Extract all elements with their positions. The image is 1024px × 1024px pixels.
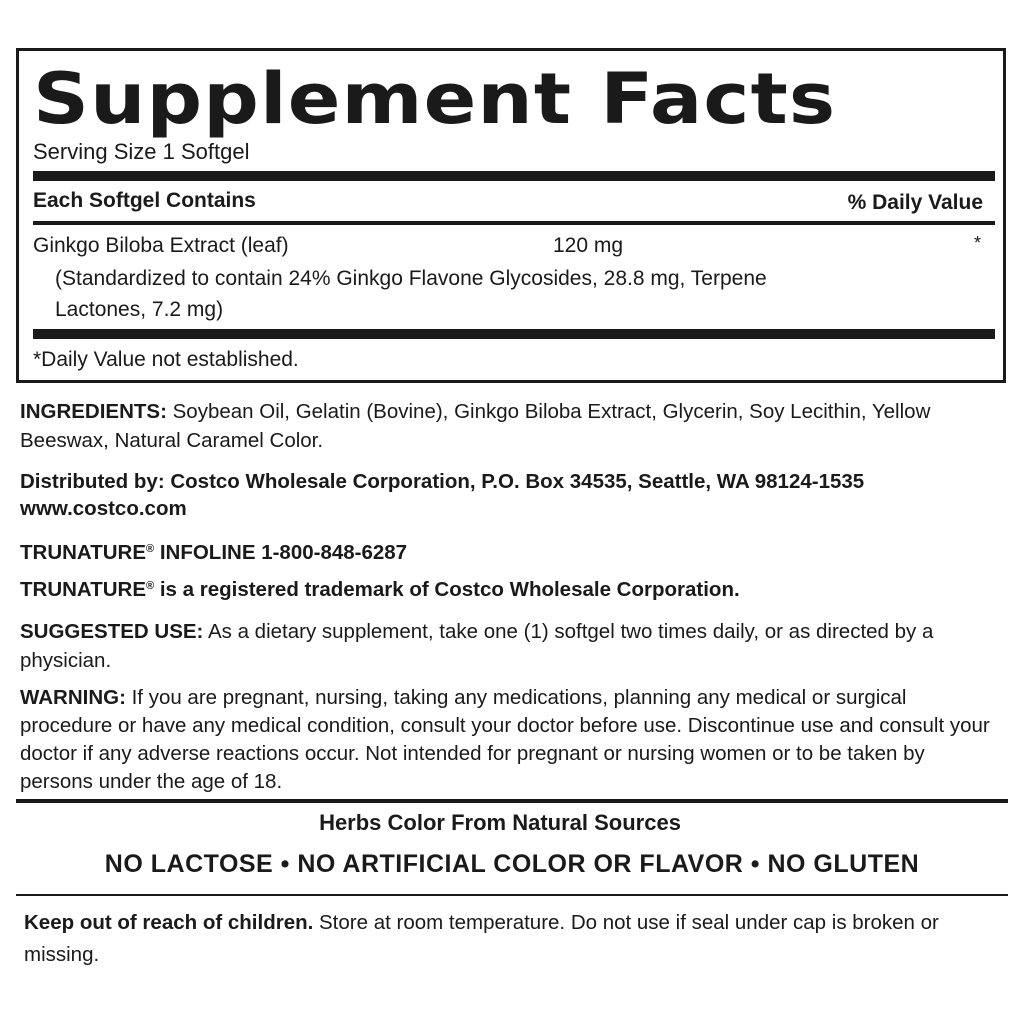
facts-title: Supplement Facts [33, 58, 837, 140]
registered-mark: ® [146, 580, 155, 592]
suggested-use-label: SUGGESTED USE: [20, 620, 204, 643]
ingredient-amount: 120 mg [553, 234, 624, 257]
warning-text: If you are pregnant, nursing, taking any medications, planning any medical or surgical procedure or have any medical condition, consult your doctor before use. Discontinue use and consult your doctor if any adverse reactions occur. Not intended for pregnant or nursing women or to be taken by persons under the age of 18. [20, 686, 990, 793]
infoline-paragraph [20, 535, 995, 567]
trademark-brand: TRUNATURE [20, 578, 147, 601]
daily-value-footnote: *Daily Value not established. [33, 348, 299, 371]
ingredient-description: (Standardized to contain 24% Ginkgo Flavone Glycosides, 28.8 mg, Terpene Lactones, 7.2 mg) [55, 267, 767, 321]
distributor-paragraph [20, 468, 995, 522]
warning-label: WARNING: [20, 686, 126, 709]
ingredient-daily-value: * [973, 233, 981, 253]
ingredients-paragraph [20, 397, 995, 455]
infoline-brand: TRUNATURE [20, 541, 147, 564]
storage-paragraph [24, 907, 999, 971]
divider-rule [16, 894, 1008, 896]
serving-size: Serving Size 1 Softgel [33, 139, 250, 164]
ingredients-label: INGREDIENTS: [20, 400, 167, 423]
distributor-website: www.costco.com [20, 497, 187, 520]
trademark-text: is a registered trademark of Costco Wholesale Corporation. [154, 578, 740, 601]
storage-text: Store at room temperature. Do not use if seal under cap is broken or missing. [24, 911, 939, 966]
divider-thick [33, 171, 995, 181]
suggested-use-paragraph [20, 617, 995, 675]
ingredient-name: Ginkgo Biloba Extract (leaf) [33, 234, 289, 257]
trademark-paragraph [20, 572, 995, 604]
registered-mark: ® [146, 543, 155, 555]
free-from-claims: NO LACTOSE • NO ARTIFICIAL COLOR OR FLAVOR • NO GLUTEN [104, 850, 920, 878]
infoline-text: INFOLINE 1-800-848-6287 [154, 541, 408, 564]
divider-thin [33, 221, 995, 225]
herbs-color-note: Herbs Color From Natural Sources [319, 810, 681, 835]
daily-value-header: % Daily Value [847, 191, 983, 214]
warning-paragraph [20, 684, 995, 796]
divider-thick [33, 329, 995, 339]
suggested-use-text: As a dietary supplement, take one (1) softgel two times daily, or as directed by a physician. [20, 620, 934, 672]
each-softgel-contains: Each Softgel Contains [33, 189, 256, 212]
divider-rule [16, 799, 1008, 803]
keep-out-label: Keep out of reach of children. [24, 911, 314, 934]
supplement-facts-panel [16, 48, 1006, 383]
distributor-line: Distributed by: Costco Wholesale Corporation, P.O. Box 34535, Seattle, WA 98124-1535 [20, 470, 865, 493]
ingredients-text: Soybean Oil, Gelatin (Bovine), Ginkgo Biloba Extract, Glycerin, Soy Lecithin, Yellow Beeswax, Natural Caramel Color. [20, 400, 931, 452]
